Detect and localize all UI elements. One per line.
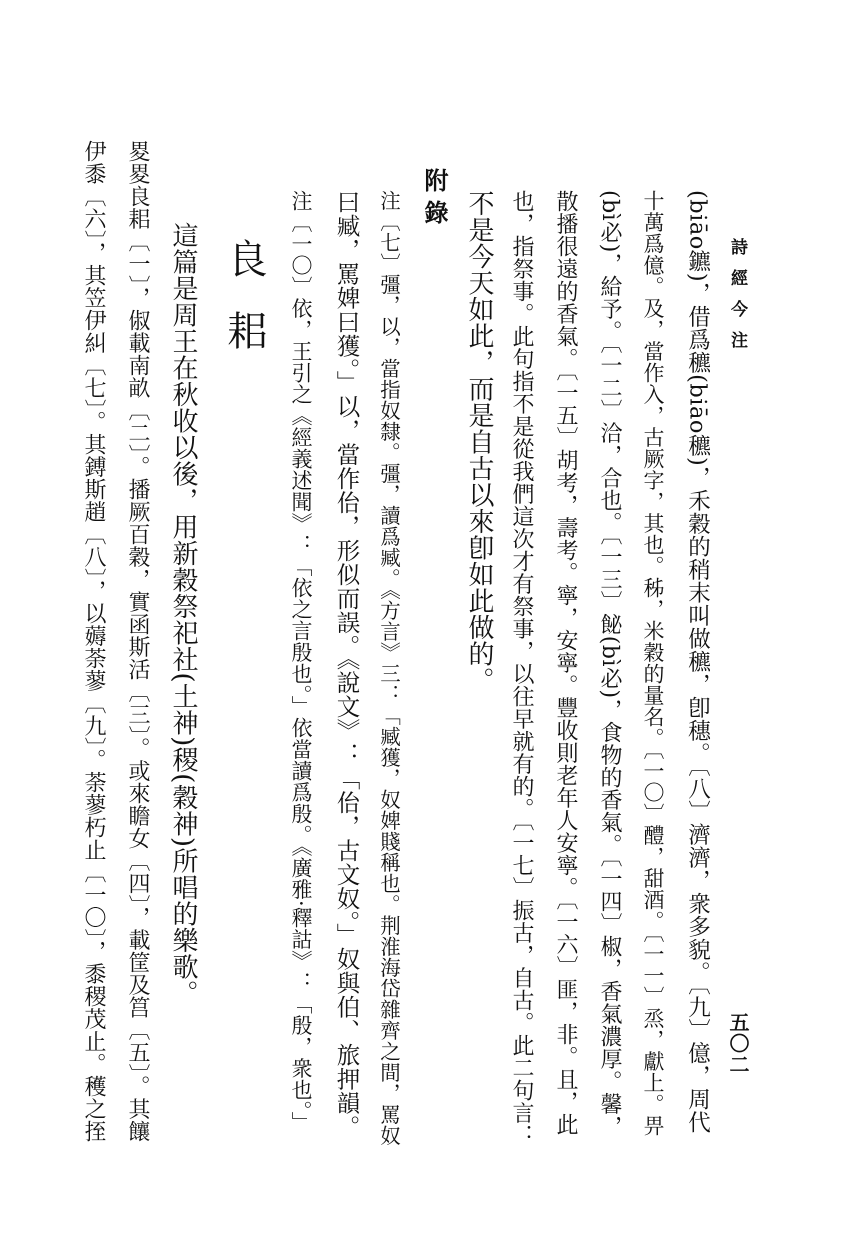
appendix-column: 注〔一〇〕依，王引之《經義述聞》：「依之言殷也。」依當讀爲殷。《廣雅·釋詁》：「殷，衆也。」 [289,190,313,1134]
poem-line: 伊黍〔六〕，其笠伊糾〔七〕。其鎛斯趙〔八〕，以薅荼蓼〔九〕。荼蓼朽止〔一〇〕，黍稷茂止。穫之挃 [81,140,106,1143]
note-column: 散播很遠的香氣。〔一五〕胡考，壽考。寧，安寧。豐收則老年人安寧。〔一六〕匪，非。且，此 [553,190,578,1136]
appendix-heading: 附錄 [420,168,449,232]
poem-title: 良耜 [221,238,267,382]
note-column: 十萬爲億。及，當作入，古厥字，其也。秭，米穀的量名。〔一〇〕醴，甜酒。〔一一〕烝，獻上。畀 [641,190,665,1137]
running-header: 詩經今注 [727,238,747,362]
note-column: 也，指祭事。此句指不是從我們這次才有祭事，以往早就有的。〔一七〕振古，自古。此二句言： [509,190,534,1147]
page-number: 五〇二 [726,1012,750,1075]
note-column: (biāo鑣)，借爲穮(biāo穮)，禾穀的稍末叫做穮，卽穗。〔八〕濟濟，衆多貌。〔九〕億，周代 [684,190,711,1134]
appendix-column: 曰臧，罵婢曰獲。」以，當作佁，形似而誤。《說文》：「佁，古文奴。」奴與伯、旅押韻。 [332,190,361,1139]
note-column: (bì必)，給予。〔一二〕洽，合也。〔一三〕飶(bì必)，食物的香氣。〔一四〕椒，香氣濃厚。馨， [597,190,622,1138]
poem-intro: 這篇是周王在秋收以後，用新穀祭祀社(土神)稷(穀神)所唱的樂歌。 [168,222,198,1007]
poem-line: 畟畟良耜〔一〕，俶載南畝〔二〕。播厥百穀，實函斯活〔三〕。或來瞻女〔四〕，載筐及筥〔五〕。其饟 [125,140,150,1143]
note-column: 不是今天如此，而是自古以來卽如此做的。 [464,190,494,694]
appendix-column: 注〔七〕彊，以，當指奴隸。彊，讀爲臧。《方言》三：「臧獲，奴婢賤稱也。荆淮海岱雜齊之間，罵奴 [376,190,401,1146]
